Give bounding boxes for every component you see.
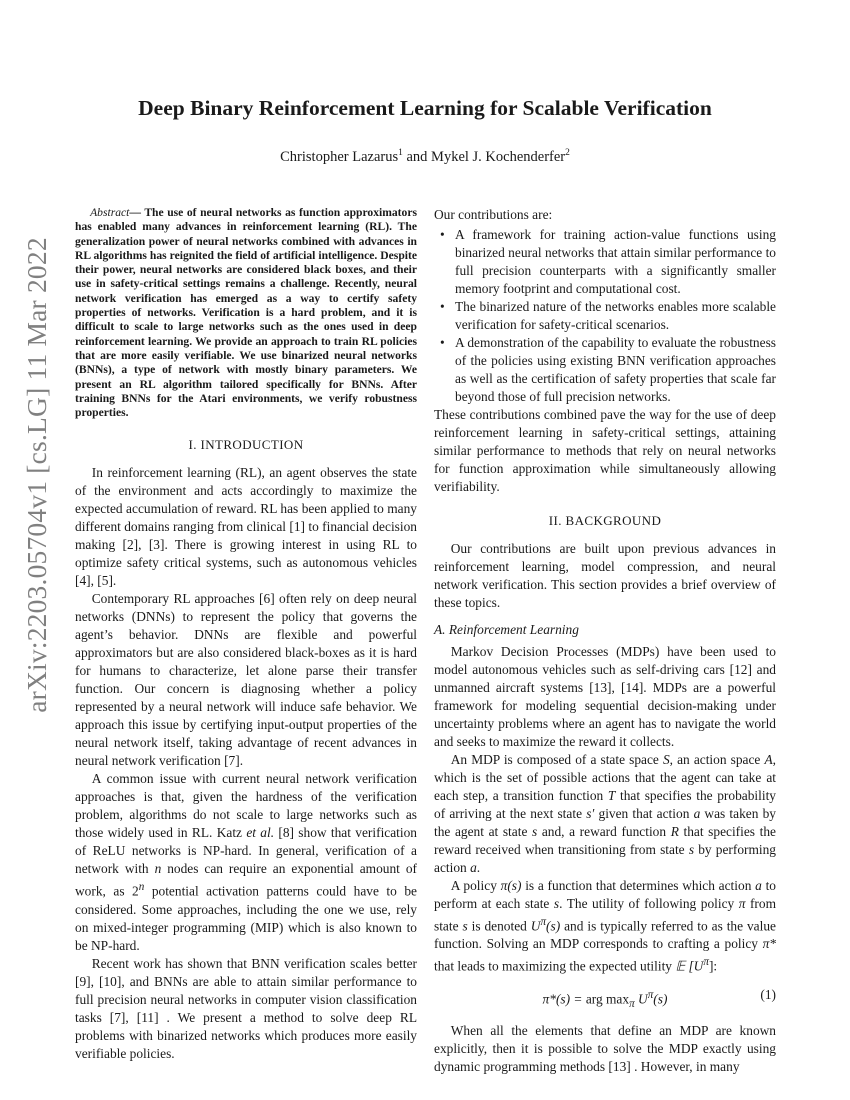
- bg-p4-math: π(s): [500, 878, 522, 893]
- bg-p4-text: from state: [434, 896, 776, 934]
- bullet-icon: •: [440, 227, 445, 242]
- contributions-list: [434, 226, 776, 406]
- bg-p3-text: , an action space: [669, 752, 765, 767]
- author-conjunction: and: [402, 148, 432, 165]
- background-paragraph-1: Our contributions are built upon previous advances in reinforcement learning, model compression, and neural network verification. This section provides a brief overview of these topics.: [434, 541, 776, 610]
- bg-p4-text: and is typically referred to as the value function. Solving an MDP corresponds to crafting a policy: [434, 918, 776, 952]
- intro-p3-math-n: n: [154, 861, 162, 877]
- abstract: [75, 206, 417, 420]
- bg-p4-math: s: [553, 896, 560, 911]
- intro-p3-text-a: A common issue with current neural network verification approaches is that, given the hardness of the verification problem, algorithms do not scale to large networks such as those widely used in RL. Katz: [75, 771, 417, 841]
- bg-p3-math: a: [470, 860, 477, 875]
- bg-p4-text: to perform at each state: [434, 878, 776, 911]
- contribution-item: [440, 334, 776, 406]
- equation-operator-sub: π: [629, 998, 635, 1011]
- bg-p4-math-sup: π: [703, 956, 709, 969]
- background-paragraph-3: [434, 751, 776, 877]
- bg-p3-text: that specifies the probability of arriving at the next state: [434, 788, 776, 821]
- intro-p3-math-exp: n: [138, 881, 145, 894]
- bg-p4-text: ]:: [708, 958, 718, 974]
- author-2: Mykel J. Kochenderfer: [431, 148, 566, 165]
- equation-1: [434, 982, 776, 1014]
- author-1-affiliation: 1: [398, 148, 403, 158]
- section-heading-background: II. BACKGROUND: [548, 513, 662, 528]
- bg-p3-text: and, a reward function: [537, 824, 671, 839]
- intro-p3-text-b: [8] show that verification of ReLU networks is NP-hard. In general, verification of a network with: [75, 825, 418, 877]
- intro-p3-text-c: nodes can require an exponential amount of work, as 2: [75, 861, 417, 899]
- contribution-item: [440, 298, 776, 334]
- bg-p4-math: π*: [762, 936, 776, 952]
- bg-p4-math: 𝔼 [U: [675, 958, 704, 974]
- bg-p4-text: that leads to maximizing the expected utility: [434, 958, 676, 974]
- abstract-label: Abstract: [90, 206, 130, 219]
- bg-p3-text: , which is the set of possible actions that the agent can take at each step, a transition function: [434, 752, 776, 803]
- equation-rhs-arg: (s): [653, 991, 668, 1007]
- equation-body: [434, 986, 776, 1013]
- bg-p4-math: (s): [546, 918, 561, 934]
- background-paragraph-4: [434, 877, 776, 976]
- bg-p3-text: An MDP is composed of a state space: [450, 752, 663, 767]
- intro-paragraph-1: In reinforcement learning (RL), an agent observes the state of the environment and acts accordingly to maximize the expected accumulation of reward. RL has been applied to many different domains ranging from clinical [1] to financial decision making [2], [3]. There is growing interest in using RL to optimize safety critical systems, such as autonomous vehicles [4], [5].: [75, 465, 417, 589]
- intro-paragraph-3: [75, 770, 417, 954]
- arxiv-stamp-text: arXiv:2203.05704v1 [cs.LG] 11 Mar 2022: [21, 237, 52, 713]
- author-1: Christopher Lazarus: [280, 148, 399, 165]
- intro-paragraph-2: Contemporary RL approaches [6] often rely on deep neural networks (DNNs) to represent the policy that governs the agent’s behavior. DNNs are flexible and powerful approximators but are also considered black-boxes as it is hard for humans to characterize, let alone parse their transfer function. Our concern is diagnosing whether a policy represented by a neural network will induce safe behavior. We approach this issue by certifying input-output properties of the neural network itself, taking advantage of recent advances in neural network verification [7].: [75, 591, 417, 769]
- contribution-text: A framework for training action-value functions using binarized neural networks that attain similar performance to full precision counterparts with a significantly smaller memory footprint and computational cost.: [455, 227, 776, 296]
- bg-p3-math: s: [532, 824, 538, 839]
- section-heading-introduction: I. INTRODUCTION: [188, 437, 304, 453]
- abstract-dash: —: [129, 206, 145, 219]
- bg-p4-text: A policy: [450, 878, 501, 893]
- bullet-icon: •: [440, 335, 445, 350]
- bg-p3-text: by performing action: [434, 842, 776, 875]
- background-paragraph-5: When all the elements that define an MDP are known explicitly, then it is possible to solve the MDP exactly using dynamic programming methods [13] . However, in many: [434, 1022, 776, 1074]
- bg-p4-math: π: [738, 896, 746, 911]
- bg-p4-math: U: [530, 918, 541, 934]
- author-2-affiliation: 2: [565, 148, 570, 158]
- abstract-text: The use of neural networks as function approximators has enabled many advances in reinforcement learning (RL). The generalization power of neural networks combined with advances in RL algorithms has reignited the field of artificial intelligence. Despite their power, neural networks are considered black boxes, and their use in safety-critical settings remains a challenge. Recently, neural network verification has emerged as a way to certify safety properties of networks. Verification is a hard problem, and it is difficult to scale to large networks such as the ones used in deep reinforcement learning. We provide an approach to train RL policies that are more easily verifiable. We use binarized neural networks (BNNs), a type of network with mostly binary parameters. We present an RL algorithm tailored specifically for BNNs. After training BNNs for the Atari environments, we verify robustness properties.: [75, 206, 417, 420]
- bg-p3-text: .: [476, 860, 481, 875]
- contributions-summary: These contributions combined pave the way for the use of deep reinforcement learning in safety-critical settings, attaining similar performance to methods that rely on neural networks for function approximation while simultaneously allowing verifiability.: [434, 407, 776, 494]
- contribution-text: A demonstration of the capability to evaluate the robustness of the policies using existing BNN verification approaches as well as the certification of safety properties that scale far beyond those of full precision networks.: [455, 335, 776, 404]
- bg-p4-math: s: [462, 918, 468, 934]
- bg-p3-math: s′: [586, 806, 595, 821]
- contributions-intro: Our contributions are:: [434, 207, 553, 222]
- subsection-heading-rl: A. Reinforcement Learning: [434, 622, 579, 637]
- author-line: [75, 148, 775, 166]
- intro-p3-etal: et al.: [246, 825, 275, 841]
- bullet-icon: •: [440, 299, 445, 314]
- background-paragraph-2: Markov Decision Processes (MDPs) have been used to model autonomous vehicles such as self-driving cars [12] and unmanned aircraft systems [13], [14]. MDPs are a powerful framework for modeling sequential decision-making under uncertainty problems where an agent has to navigate the world and seeks to maximize the reward it collects.: [434, 644, 776, 749]
- equation-rhs-sup: π: [647, 988, 654, 1001]
- bg-p4-text: . The utility of following policy: [559, 896, 739, 911]
- bg-p3-math: S: [662, 752, 670, 767]
- equation-lhs: π*(s) =: [542, 991, 586, 1007]
- bg-p4-text: is a function that determines which action: [521, 878, 756, 893]
- bg-p3-text: was taken by the agent at state: [434, 806, 776, 839]
- right-column: [434, 206, 776, 1076]
- equation-rhs: U: [634, 991, 648, 1007]
- bg-p3-math: s: [688, 842, 695, 857]
- bg-p3-text: given that action: [594, 806, 694, 821]
- arxiv-stamp: [21, 237, 52, 713]
- left-column: [75, 206, 417, 1063]
- paper-title: Deep Binary Reinforcement Learning for Scalable Verification: [138, 96, 712, 120]
- intro-p3-text-d: potential activation patterns could have to be considered. Some approaches, including the one we use, rely on mixed-integer programming (MIP) which is also known to be NP-hard.: [75, 883, 417, 953]
- contribution-item: [440, 226, 776, 298]
- bg-p3-text: that specifies the reward received when transitioning from state: [434, 824, 776, 857]
- bg-p3-math: R: [670, 824, 679, 839]
- bg-p3-math: A: [764, 752, 773, 767]
- intro-paragraph-4: Recent work has shown that BNN verification scales better [9], [10], and BNNs are able to attain similar performance to full precision neural networks in computer vision classification tasks [7], [11] . We present a method to solve deep RL problems with binarized networks which produces more easily verifiable policies.: [75, 955, 417, 1061]
- contribution-text: The binarized nature of the networks enables more scalable verification for safety-critical scenarios.: [455, 299, 776, 332]
- bg-p3-math: T: [607, 788, 616, 803]
- bg-p4-math-sup: π: [540, 916, 547, 928]
- equation-operator: arg max: [585, 991, 630, 1007]
- bg-p3-math: a: [693, 806, 701, 821]
- bg-p4-math: a: [755, 878, 762, 893]
- bg-p4-text: is denoted: [467, 918, 531, 934]
- equation-number: (1): [760, 986, 776, 1002]
